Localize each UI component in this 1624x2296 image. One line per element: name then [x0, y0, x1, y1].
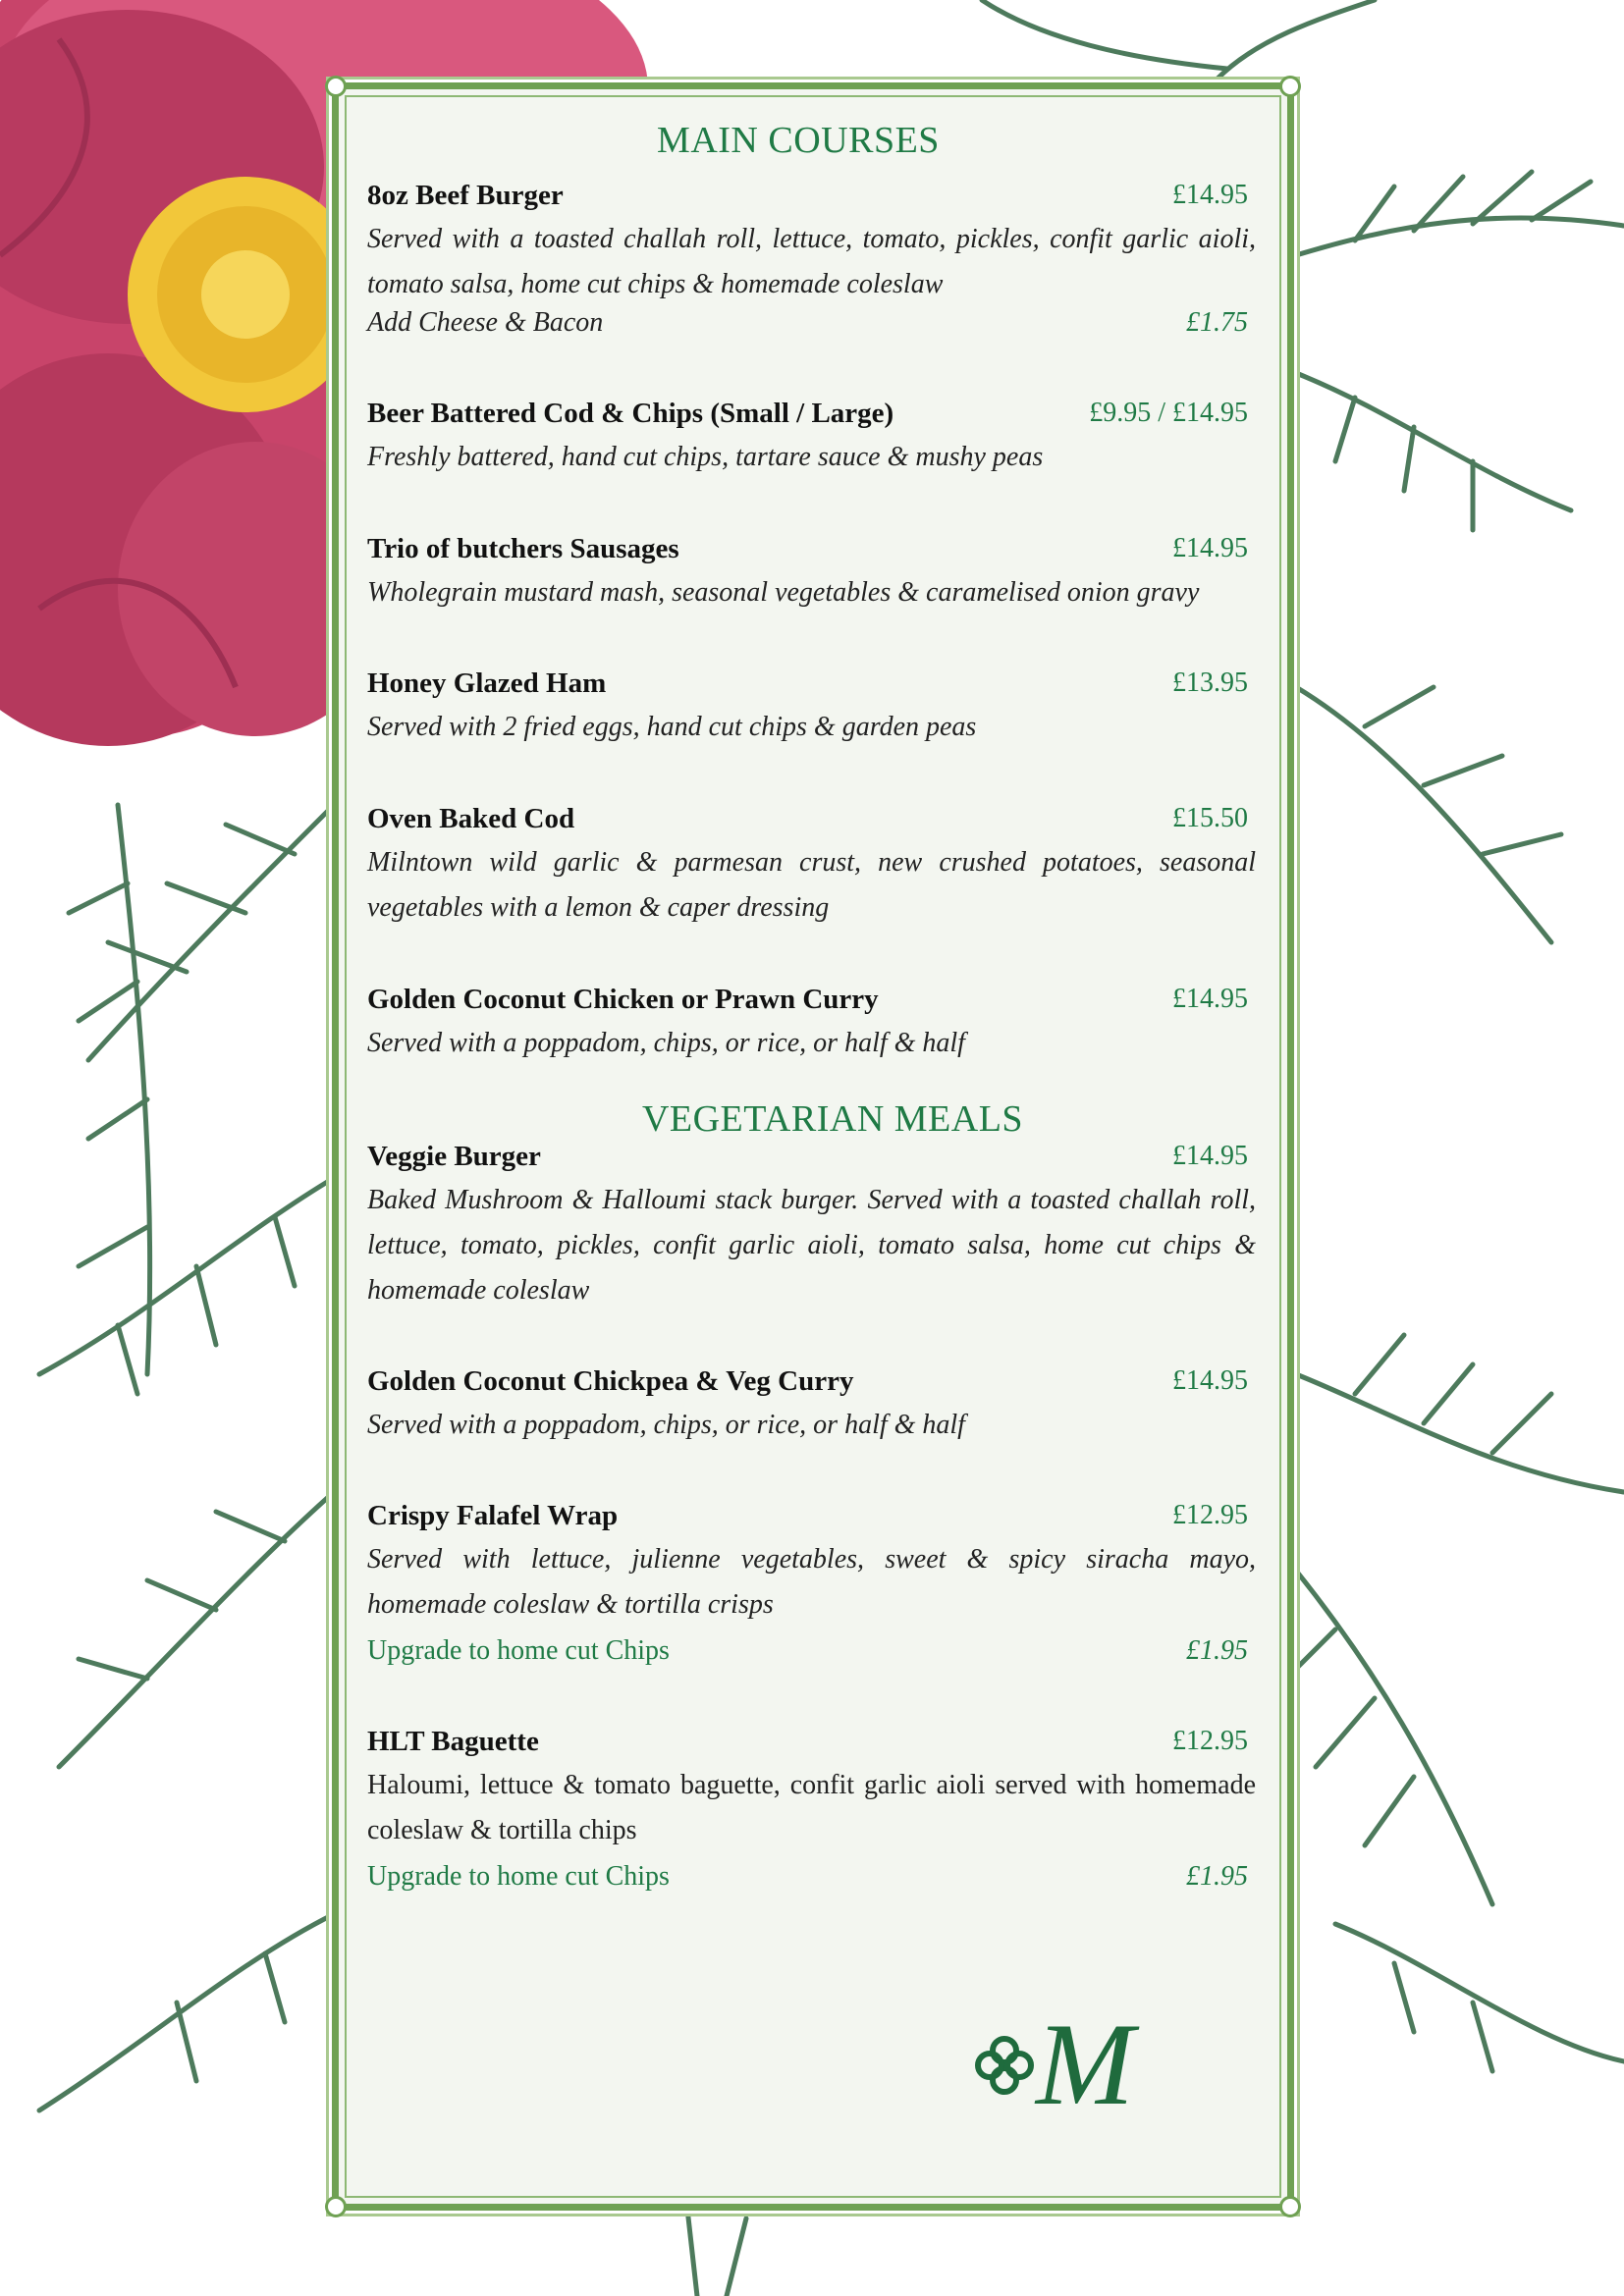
- main-courses-title: MAIN COURSES: [657, 120, 940, 161]
- menu-item-price: £12.95: [1172, 1500, 1248, 1530]
- menu-item-name: Crispy Falafel Wrap: [367, 1500, 619, 1531]
- vegetarian-meals-title: VEGETARIAN MEALS: [641, 1098, 1024, 1140]
- menu-item-extra-price: £1.75: [1186, 307, 1248, 338]
- menu-item-price: £14.95: [1172, 180, 1248, 210]
- menu-item-price: £15.50: [1172, 803, 1248, 833]
- menu-item-name: 8oz Beef Burger: [367, 180, 564, 211]
- menu-item-description: Wholegrain mustard mash, seasonal vegetables & caramelised onion gravy: [367, 577, 1200, 608]
- menu-item-price: £14.95: [1172, 1365, 1248, 1396]
- logo-monogram: M: [1036, 2003, 1134, 2121]
- menu-item-name: Oven Baked Cod: [367, 803, 575, 834]
- menu-item-name: Beer Battered Cod & Chips (Small / Large): [367, 398, 894, 429]
- menu-item-name: Honey Glazed Ham: [367, 667, 607, 699]
- menu-item-price: £14.95: [1172, 984, 1248, 1014]
- menu-item-description: Milntown wild garlic & parmesan crust, new crushed potatoes, seasonal vegetables with a lemon & caper dressing: [367, 847, 1256, 923]
- menu-item-extra-label: Upgrade to home cut Chips: [367, 1861, 670, 1892]
- menu-item-price: £12.95: [1172, 1726, 1248, 1756]
- menu-item-extra-price: £1.95: [1186, 1635, 1248, 1666]
- menu-item-name: Veggie Burger: [367, 1141, 541, 1172]
- menu-item-description: Baked Mushroom & Halloumi stack burger. Served with a toasted challah roll, lettuce, tomato, pickles, confit garlic aioli, tomato salsa, home cut chips & homemade coleslaw: [367, 1185, 1256, 1306]
- menu-item-price: £9.95 / £14.95: [1089, 398, 1248, 428]
- menu-item-price: £13.95: [1172, 667, 1248, 698]
- menu-item-description: Served with a poppadom, chips, or rice, or half & half: [367, 1410, 965, 1440]
- menu-item-name: Golden Coconut Chicken or Prawn Curry: [367, 984, 879, 1015]
- clover-icon: [978, 2039, 1031, 2092]
- menu-item-name: Trio of butchers Sausages: [367, 533, 679, 564]
- menu-item-name: HLT Baguette: [367, 1726, 539, 1757]
- menu-item-price: £14.95: [1172, 1141, 1248, 1171]
- menu-item-extra-label: Upgrade to home cut Chips: [367, 1635, 670, 1666]
- menu-item-description: Freshly battered, hand cut chips, tartare sauce & mushy peas: [367, 442, 1044, 472]
- menu-item-name: Golden Coconut Chickpea & Veg Curry: [367, 1365, 854, 1397]
- menu-item-extra-price: £1.95: [1186, 1861, 1248, 1892]
- menu-item-description: Served with a poppadom, chips, or rice, or half & half: [367, 1028, 965, 1058]
- restaurant-logo: [975, 2003, 1181, 2121]
- menu-content: [339, 89, 1287, 2204]
- menu-item-description: Served with lettuce, julienne vegetables, sweet & spicy siracha mayo, homemade coleslaw & tortilla crisps: [367, 1544, 1256, 1620]
- menu-item-price: £14.95: [1172, 533, 1248, 563]
- menu-item-description: Haloumi, lettuce & tomato baguette, confit garlic aioli served with homemade coleslaw & tortilla chips: [367, 1770, 1256, 1845]
- menu-panel: [332, 82, 1294, 2211]
- menu-item-description: Served with 2 fried eggs, hand cut chips & garden peas: [367, 712, 977, 742]
- menu-item-description: Served with a toasted challah roll, lettuce, tomato, pickles, confit garlic aioli, tomato salsa, home cut chips & homemade coleslaw: [367, 224, 1256, 299]
- menu-item-extra-label: Add Cheese & Bacon: [367, 307, 604, 338]
